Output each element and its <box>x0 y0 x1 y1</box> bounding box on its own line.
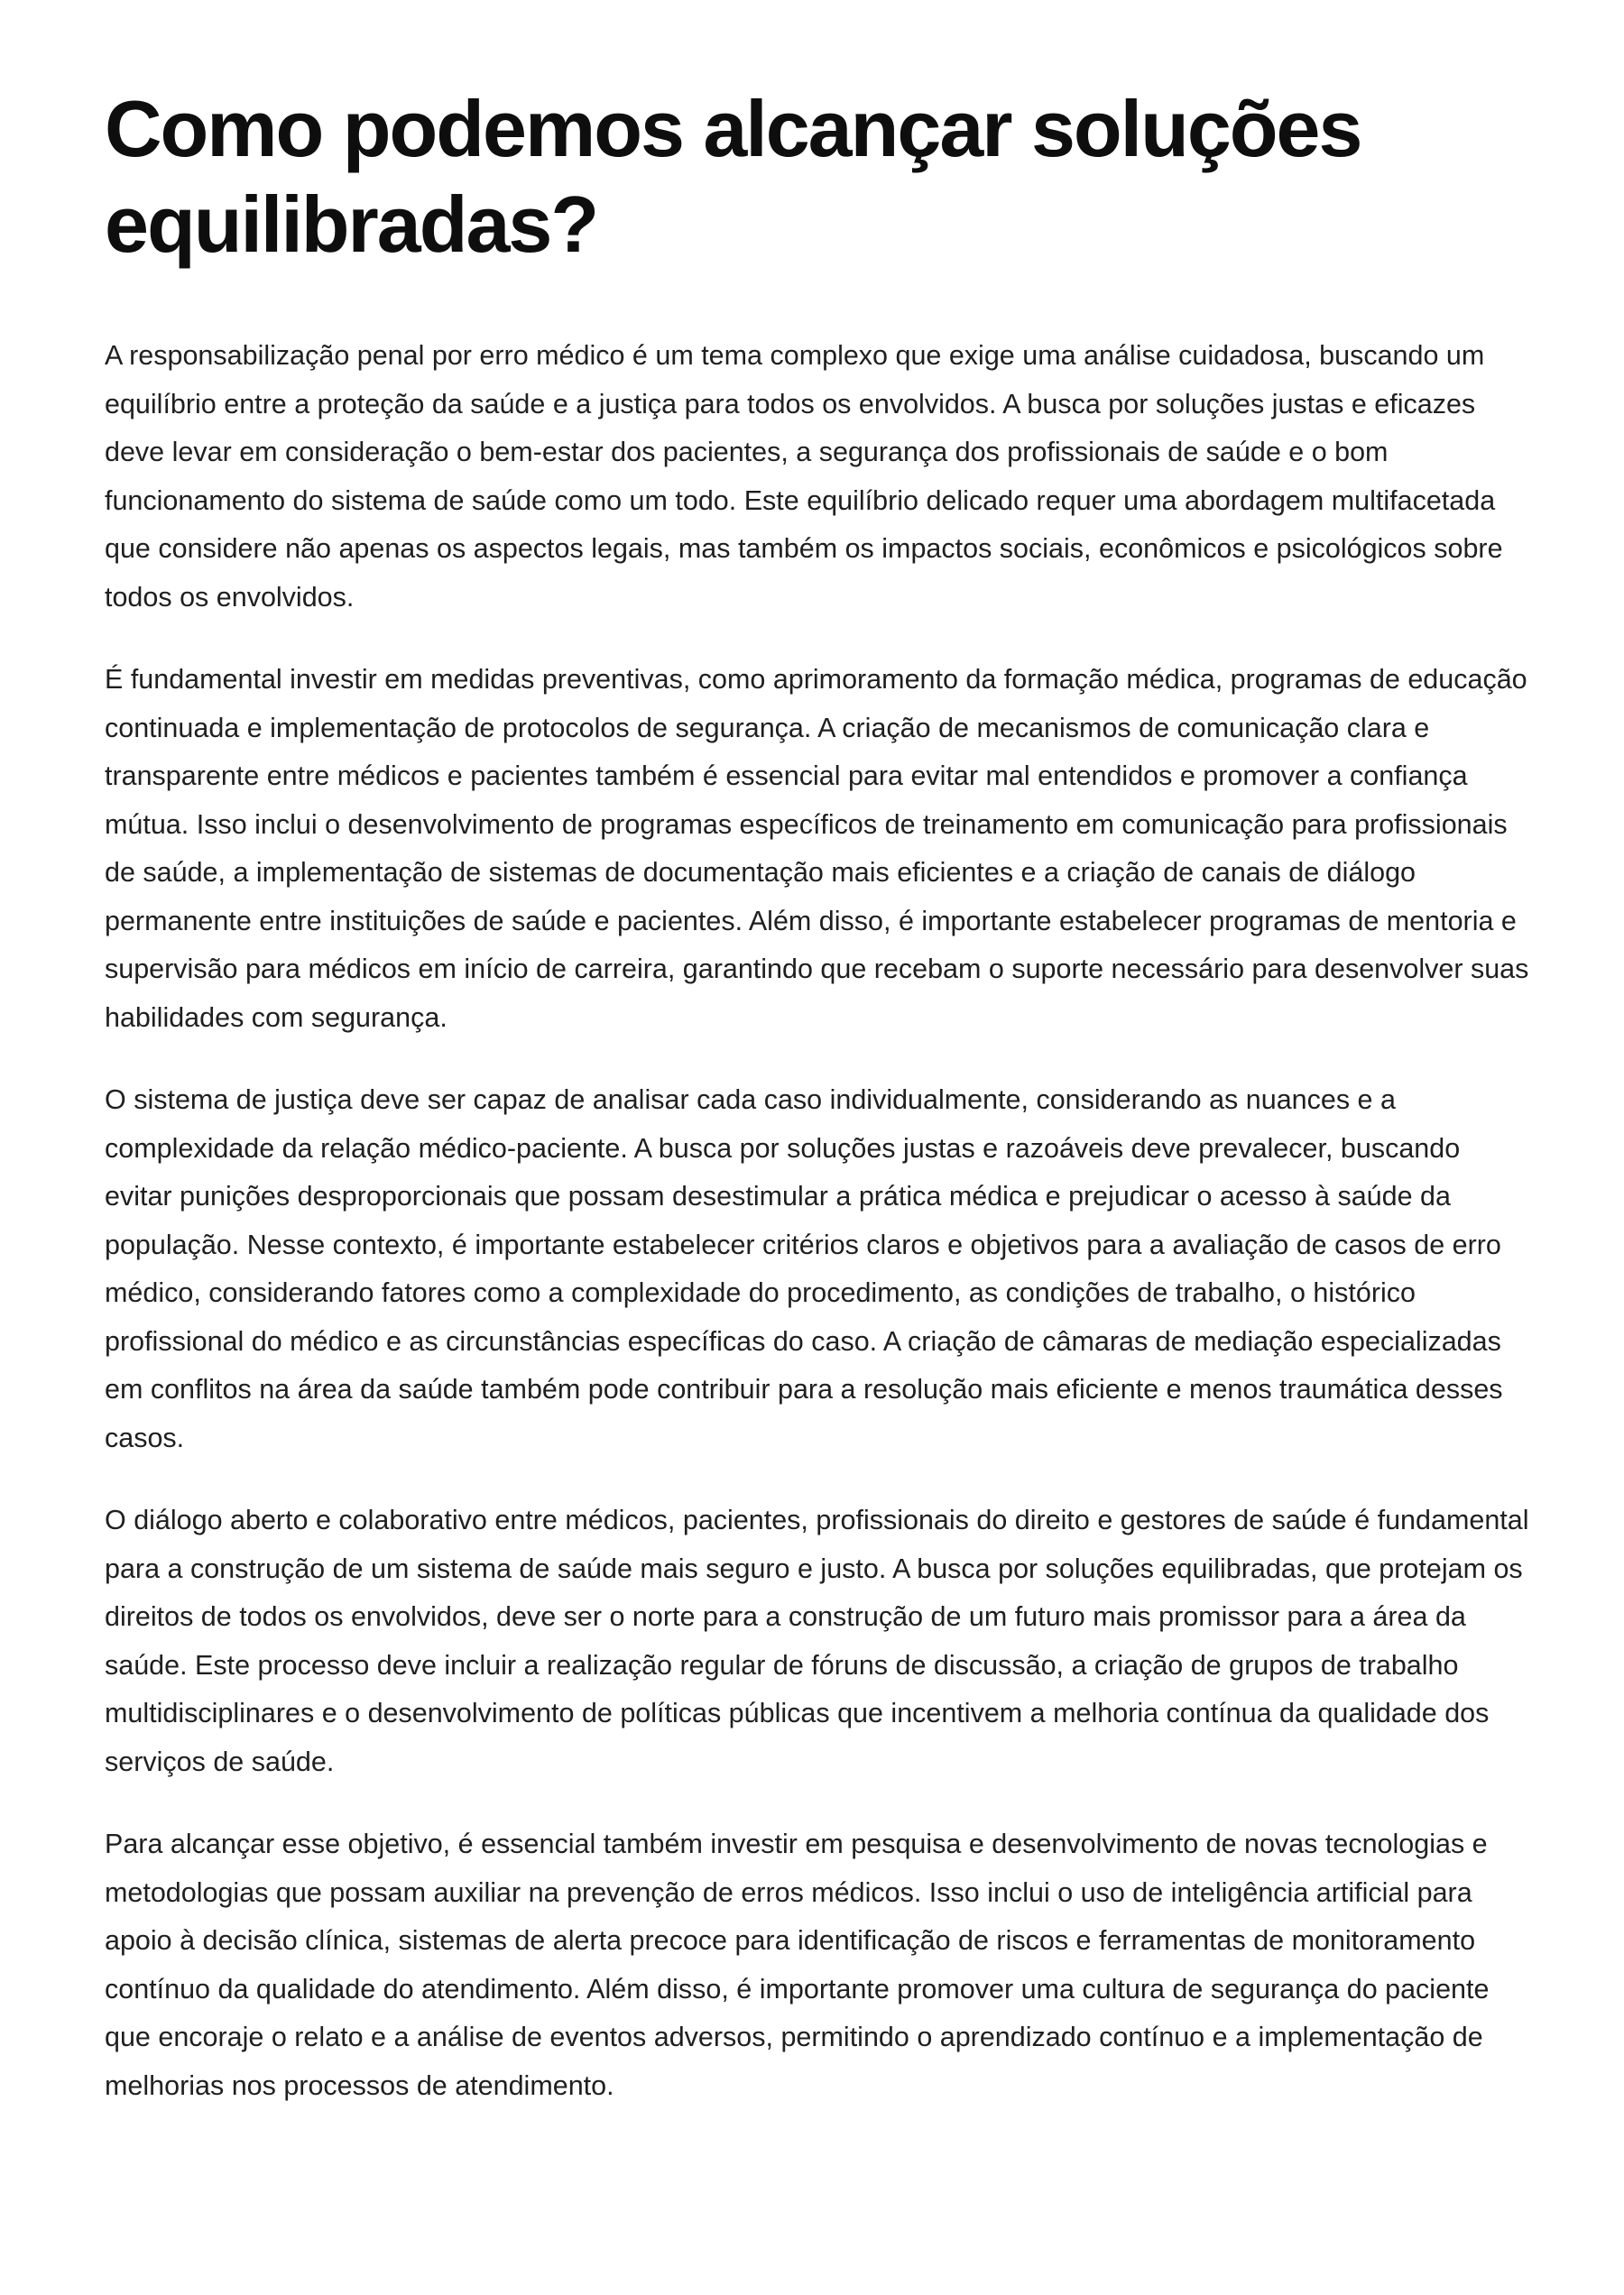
document-body <box>105 332 1530 2110</box>
paragraph-3: O sistema de justiça deve ser capaz de analisar cada caso individualmente, considerando as nuances e a complexidade da relação médico-paciente. A busca por soluções justas e razoáveis deve prevalecer, buscando evitar punições desproporcionais que possam desestimular a prática médica e prejudicar o acesso à saúde da população. Nesse contexto, é importante estabelecer critérios claros e objetivos para a avaliação de casos de erro médico, considerando fatores como a complexidade do procedimento, as condições de trabalho, o histórico profissional do médico e as circunstâncias específicas do caso. A criação de câmaras de mediação especializadas em conflitos na área da saúde também pode contribuir para a resolução mais eficiente e menos traumática desses casos. <box>105 1084 1503 1453</box>
page-title: Como podemos alcançar soluções equilibradas? <box>105 84 1361 269</box>
paragraph-4: O diálogo aberto e colaborativo entre médicos, pacientes, profissionais do direito e gestores de saúde é fundamental para a construção de um sistema de saúde mais seguro e justo. A busca por soluções equilibradas, que protejam os direitos de todos os envolvidos, deve ser o norte para a construção de um futuro mais promissor para a área da saúde. Este processo deve incluir a realização regular de fóruns de discussão, a criação de grupos de trabalho multidisciplinares e o desenvolvimento de políticas públicas que incentivem a melhoria contínua da qualidade dos serviços de saúde. <box>105 1505 1529 1777</box>
paragraph-5: Para alcançar esse objetivo, é essencial também investir em pesquisa e desenvolvimento de novas tecnologias e metodologias que possam auxiliar na prevenção de erros médicos. Isso inclui o uso de inteligência artificial para apoio à decisão clínica, sistemas de alerta precoce para identificação de riscos e ferramentas de monitoramento contínuo da qualidade do atendimento. Além disso, é importante promover uma cultura de segurança do paciente que encoraje o relato e a análise de eventos adversos, permitindo o aprendizado contínuo e a implementação de melhorias nos processos de atendimento. <box>105 1829 1490 2101</box>
paragraph-1: A responsabilização penal por erro médico é um tema complexo que exige uma análise cuidadosa, buscando um equilíbrio entre a proteção da saúde e a justiça para todos os envolvidos. A busca por soluções justas e eficazes deve levar em consideração o bem-estar dos pacientes, a segurança dos profissionais de saúde e o bom funcionamento do sistema de saúde como um todo. Este equilíbrio delicado requer uma abordagem multifacetada que considere não apenas os aspectos legais, mas também os impactos sociais, econômicos e psicológicos sobre todos os envolvidos. <box>105 340 1503 613</box>
document-page <box>105 81 1530 2144</box>
paragraph-2: É fundamental investir em medidas preventivas, como aprimoramento da formação médica, programas de educação continuada e implementação de protocolos de segurança. A criação de mecanismos de comunicação clara e transparente entre médicos e pacientes também é essencial para evitar mal entendidos e promover a confiança mútua. Isso inclui o desenvolvimento de programas específicos de treinamento em comunicação para profissionais de saúde, a implementação de sistemas de documentação mais eficientes e a criação de canais de diálogo permanente entre instituições de saúde e pacientes. Além disso, é importante estabelecer programas de mentoria e supervisão para médicos em início de carreira, garantindo que recebam o suporte necessário para desenvolver suas habilidades com segurança. <box>105 664 1529 1033</box>
